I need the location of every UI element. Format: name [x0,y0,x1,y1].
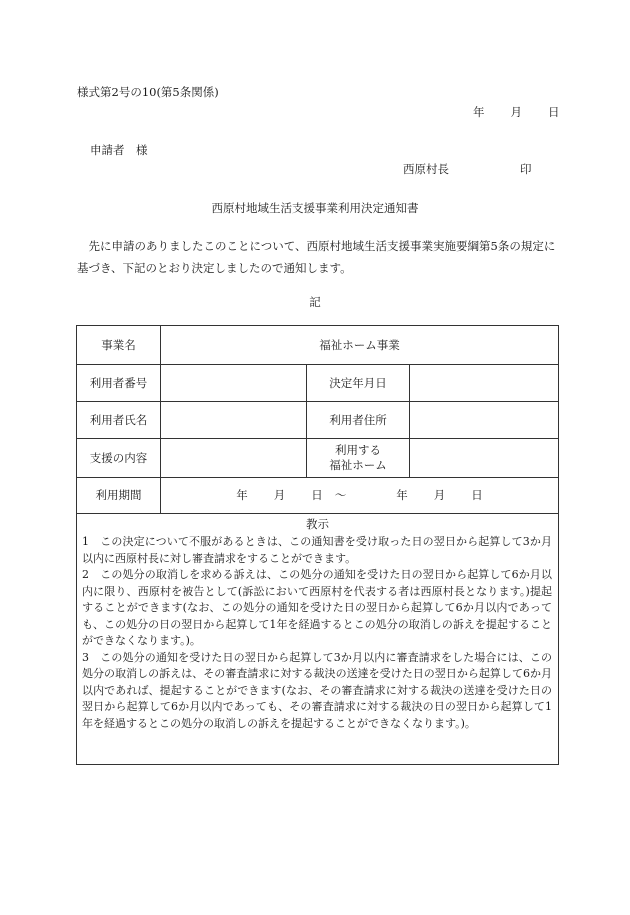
decision-date-field[interactable] [410,365,559,402]
notice-item-1: 1 この決定について不服があるときは、この通知書を受け取った日の翌日から起算して3か月以内に西原村長に対し審査請求をすることができます。 [82,535,553,565]
decision-date-label: 決定年月日 [307,365,410,402]
user-name-field[interactable] [161,402,307,439]
period-to-month: 月 [433,488,446,502]
date-year: 年 [473,105,485,119]
notice-item-2: 2 この処分の取消しを求める訴えは、この処分の通知を受けた日の翌日から起算して6か月以内に限り、西原村を被告として(訴訟において西原村を代表する者は西原村長となります。)提起することができます(なお、この処分の通知を受けた日の翌日から起算して6か月以内であっても、この処分の日の翌日から起算して1年を経過するとこの処分の取消しの訴えを提起することができなくなります。)。 [82,568,553,647]
document-title: 西原村地域生活支援事業利用決定通知書 [211,201,419,215]
mayor-name: 西原村長 [403,162,449,176]
facility-label [307,439,410,478]
period-label: 利用期間 [77,478,161,514]
form-number: 様式第2号の10(第5条関係) [77,85,219,99]
notice-cell [77,514,559,765]
period-from-year: 年 [236,488,248,502]
body-text: 先に申請のありましたこのことについて、西原村地域生活支援事業実施要綱第5条の規定に基づき、下記のとおり決定しましたので通知します。 [77,239,556,275]
service-name-value: 福祉ホーム事業 [161,326,559,365]
table-row [77,439,559,478]
table-row [77,326,559,365]
period-value [161,478,559,514]
date-month: 月 [510,105,522,119]
ki-heading: 記 [309,295,321,309]
user-number-label: 利用者番号 [77,365,161,402]
notice-body [77,534,558,732]
table-row [77,365,559,402]
service-name-label: 事業名 [77,326,161,365]
period-from-month: 月 [273,488,286,502]
support-content-field[interactable] [161,439,307,478]
table-row [77,514,559,765]
seal-mark: 印 [520,162,532,176]
notice-item-3: 3 この処分の通知を受けた日の翌日から起算して3か月以内に審査請求をした場合には、この処分の取消しの訴えは、その審査請求に対する裁決の送達を受けた日の翌日から起算して6か月以内であれば、提起することができます(なお、その審査請求に対する裁決の送達を受けた日の翌日から起算して6か月以内であっても、その審査請求に対する裁決の日の翌日から起算して1年を経過するとこの処分の取消しの訴えを提起することができなくなります。)。 [82,650,553,730]
notice-title: 教示 [306,517,330,531]
facility-label-line1: 利用する [335,443,381,457]
table-row [77,478,559,514]
facility-label-line2: 福祉ホーム [329,458,387,472]
date-day: 日 [548,105,560,119]
table-row [77,402,559,439]
period-to-day: 日 [471,488,483,502]
period-from-day: 日 [311,488,323,502]
user-name-label: 利用者氏名 [77,402,161,439]
support-content-label: 支援の内容 [77,439,161,478]
user-address-label: 利用者住所 [307,402,410,439]
applicant-line: 申請者 様 [90,143,148,157]
facility-field[interactable] [410,439,559,478]
period-tilde: ～ [334,488,347,502]
user-address-field[interactable] [410,402,559,439]
user-number-field[interactable] [161,365,307,402]
date-line [473,104,560,120]
decision-table [76,325,559,765]
period-to-year: 年 [396,488,408,502]
